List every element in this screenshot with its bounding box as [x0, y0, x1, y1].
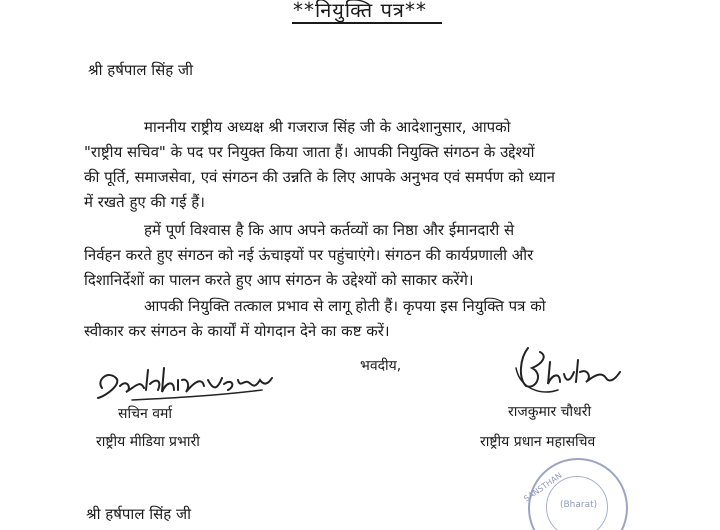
paragraph-line: की पूर्ति, समाजसेवा, एवं संगठन की उन्नति के लिए आपके अनुभव एवं समर्पण को ध्यान — [84, 168, 555, 186]
paragraph-line: स्वीकार कर संगठन के कार्यों में योगदान देने का कष्ट करें। — [84, 322, 390, 340]
right-signer-name: राजकुमार चौधरी — [508, 404, 592, 420]
closing-text: भवदीय, — [360, 358, 402, 374]
left-signature — [92, 340, 282, 410]
paragraph-2 — [84, 218, 664, 293]
paragraph-1 — [84, 115, 664, 215]
title-underline — [292, 22, 442, 24]
document-title: **नियुक्ति पत्र** — [293, 0, 427, 22]
paragraph-line: माननीय राष्ट्रीय अध्यक्ष श्री गजराज सिंह जी के आदेशानुसार, आपको — [144, 118, 511, 136]
paragraph-line: में रखते हुए की गई हैं। — [84, 193, 205, 211]
paragraph-line: हमें पूर्ण विश्वास है कि आप अपने कर्तव्यों का निष्ठा और ईमानदारी से — [144, 221, 515, 239]
paragraph-line: आपकी नियुक्ति तत्काल प्रभाव से लागू होती हैं। कृपया इस नियुक्ति पत्र को — [144, 297, 546, 315]
salutation-bottom: श्री हर्षपाल सिंह जी — [86, 505, 192, 523]
stamp-center-text: (Bharat) — [560, 500, 598, 510]
paragraph-line: दिशानिर्देशों का पालन करते हुए आप संगठन के उद्देश्यों को साकार करेंगे। — [84, 271, 474, 289]
organization-stamp — [522, 458, 628, 530]
paragraph-line: निर्वहन करते हुए संगठन को नई ऊंचाइयों पर पहुंचाएंगे। संगठन की कार्यप्रणाली और — [84, 246, 534, 264]
salutation-top: श्री हर्षपाल सिंह जी — [88, 61, 194, 79]
paragraph-3 — [84, 294, 664, 344]
left-signer-designation: राष्ट्रीय मीडिया प्रभारी — [96, 434, 200, 450]
stamp-ring-text: SANSTHAN — [522, 470, 564, 504]
paragraph-line: "राष्ट्रीय सचिव" के पद पर नियुक्त किया जाता हैं। आपकी नियुक्ति संगठन के उद्देश्यों — [84, 143, 535, 161]
left-signer-name: सचिन वर्मा — [118, 406, 172, 422]
right-signer-designation: राष्ट्रीय प्रधान महासचिव — [480, 434, 596, 450]
right-signature — [510, 338, 640, 398]
